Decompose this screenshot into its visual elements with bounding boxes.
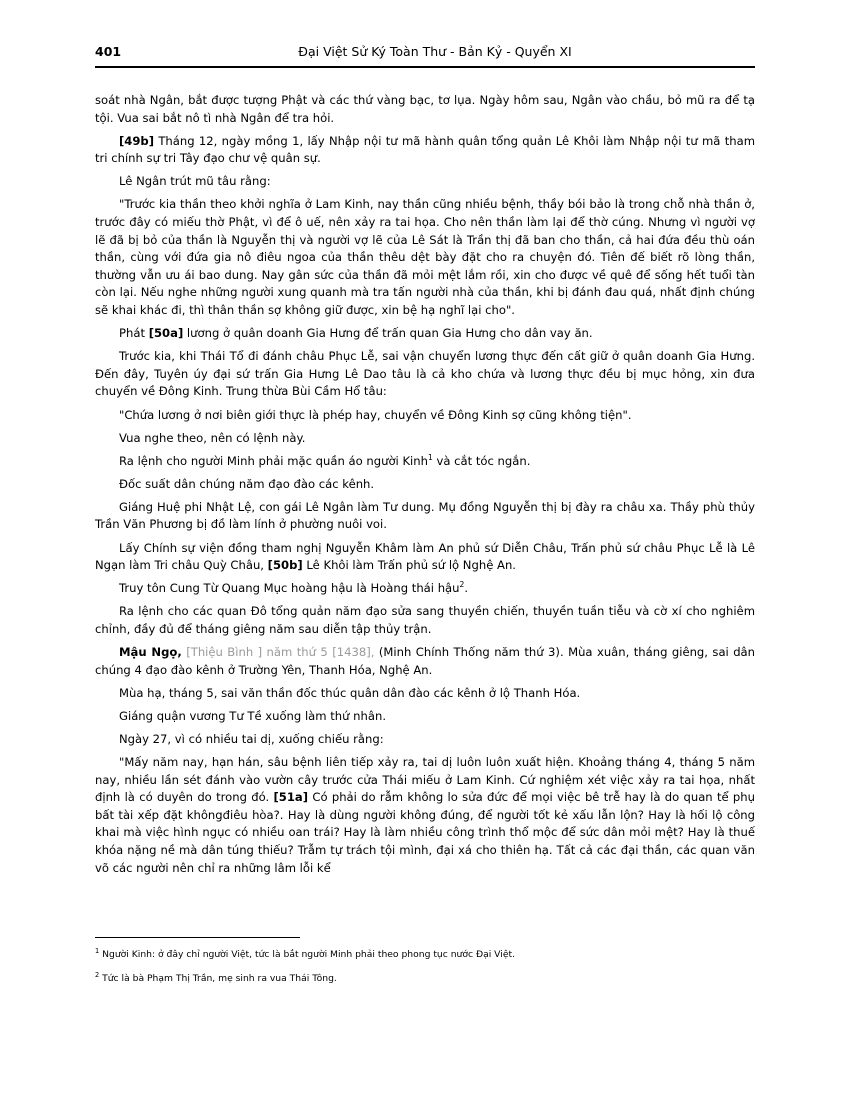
paragraph-13: Truy tôn Cung Từ Quang Mục hoàng hậu là Hoàng thái hậu$^2$.	[119, 580, 469, 596]
era-gloss: [Thiệu Bình ] năm thứ 5 [1438],	[181, 645, 375, 660]
paragraph-9: Ra lệnh cho người Minh phải mặc quần áo người Kinh$^1$ và cắt tóc ngắn.	[119, 452, 531, 468]
paragraph-14: Ra lệnh cho các quan Đô tổng quản năm đạo sửa sang thuyền chiến, thuyền tuần tiễu và cờ xí cho nghiêm chỉnh, đầy đủ để tháng giêng năm sau diễn tập thủy trận.	[95, 604, 755, 636]
footnote-divider	[95, 937, 300, 938]
footnote-ref-2: 2	[459, 580, 465, 590]
paragraph-11: Giáng Huệ phi Nhật Lệ, con gái Lê Ngân làm Tư dung. Mụ đồng Nguyễn thị bị đày ra châu xa. Thầy phù thủy Trần Văn Phương bị đồ làm lính ở phường nuôi voi.	[95, 499, 755, 532]
paragraph-17: Giáng quận vương Tư Tề xuống làm thứ nhân.	[119, 708, 387, 723]
paragraph-8: Vua nghe theo, nên có lệnh này.	[119, 430, 306, 445]
paragraph-5: Phát [50a] lương ở quân doanh Gia Hưng để trấn quan Gia Hưng cho dân vay ăn.	[119, 326, 593, 341]
footnote-number-1: 1	[95, 946, 100, 955]
paragraph-18: Ngày 27, vì có nhiều tai dị, xuống chiếu rằng:	[119, 731, 384, 746]
page-marker-50b: [50b]	[267, 558, 303, 573]
page-number: 401	[95, 44, 122, 59]
paragraph-7: "Chứa lương ở nơi biên giới thực là phép hay, chuyển về Đông Kinh sợ cũng không tiện".	[119, 407, 632, 422]
paragraph-4: "Trước kia thần theo khởi nghĩa ở Lam Kinh, nay thần cũng nhiều bệnh, thầy bói bảo là trong chỗ nhà thần ở, trước đây có miếu thờ Phật, vì để ô uế, nên xảy ra tai họa. Cho nên thần làm lại để thờ cúng. Nhưng vì người vợ lẽ đã bị bỏ của thần là Nguyễn thị và người vợ lẽ của Lê Sát là Trần thị đã ban cho thần, cả hai đứa đều thù oán thần, cùng với đứa gia nô điêu ngoa của thần thêu dệt bày đặt cho ra chuyện đó. Tiên đế biết rõ lòng thần, thường vẫn ưu ái bao dung. Nay gân sức của thần đã mỏi mệt lắm rồi, xin cho được về quê để sống hết tuổi tàn còn lại. Nếu nghe những người xung quanh mà tra tấn người nhà của thần, khi bị đánh đau quá, nhất định chúng sẽ khai khác đi, thì thân thần sợ không giữ được, xin bệ hạ nghĩ lại cho".	[95, 197, 755, 318]
page-marker-49b: [49b]	[119, 133, 155, 148]
paragraph-12: Lấy Chính sự viện đồng tham nghị Nguyễn Khâm làm An phủ sứ Diễn Châu, Trấn phủ sứ châu Phục Lễ là Lê Ngạn làm Tri châu Quỳ Châu, [50b] Lê Khôi làm Trấn phủ sứ lộ Nghệ An.	[95, 540, 755, 573]
footnotes	[95, 948, 755, 996]
paragraph-10: Đốc suất dân chúng năm đạo đào các kênh.	[119, 476, 375, 491]
page-marker-51a: [51a]	[273, 790, 309, 805]
footnote-1: $^1$ Người Kinh: ở đây chỉ người Việt, tức là bắt người Minh phải theo phong tục nước Đại Việt.	[95, 946, 515, 960]
paragraph-2: [49b] Tháng 12, ngày mồng 1, lấy Nhập nội tư mã hành quân tổng quản Lê Khôi làm Nhập nội tư mã tham tri chính sự tri Tây đạo chư vệ quân sự.	[95, 133, 755, 166]
paragraph-16: Mùa hạ, tháng 5, sai văn thần đốc thúc quân dân đào các kênh ở lộ Thanh Hóa.	[119, 685, 581, 700]
paragraph-1: soát nhà Ngân, bắt được tượng Phật và các thứ vàng bạc, tơ lụa. Ngày hôm sau, Ngân vào chầu, bỏ mũ ra để tạ tội. Vua sai bắt nô tì nhà Ngân để tra hỏi.	[95, 93, 755, 125]
body-text	[95, 92, 755, 883]
header-divider	[95, 66, 755, 68]
running-title: Đại Việt Sử Ký Toàn Thư - Bản Kỷ - Quyển XI	[298, 44, 572, 59]
page-marker-50a: [50a]	[148, 326, 184, 341]
footnote-2: $^2$ Tức là bà Phạm Thị Trần, mẹ sinh ra vua Thái Tông.	[95, 970, 337, 984]
footnote-ref-1: 1	[427, 452, 433, 462]
page-header	[95, 44, 755, 59]
paragraph-15: Mậu Ngọ, [Thiệu Bình ] năm thứ 5 [1438], (Minh Chính Thống năm thứ 3). Mùa xuân, tháng giêng, sai dân chúng 4 đạo đào kênh ở Trường Yên, Thanh Hóa, Nghệ An.	[95, 645, 756, 677]
paragraph-6: Trước kia, khi Thái Tổ đi đánh châu Phục Lễ, sai vận chuyển lương thực đến cất giữ ở quân doanh Gia Hưng. Đến đây, Tuyên úy đại sứ trấn Gia Hưng Lê Dao tâu là cả kho chứa và lương thực đều bị mục hỏng, xin đưa chuyển về Đông Kinh. Trung thừa Bùi Cầm Hổ tâu:	[95, 349, 755, 399]
paragraph-3: Lê Ngân trút mũ tâu rằng:	[119, 174, 271, 189]
era-name: Mậu Ngọ,	[119, 645, 182, 660]
paragraph-19: "Mấy năm nay, hạn hán, sâu bệnh liên tiếp xảy ra, tai dị luôn luôn xuất hiện. Khoảng tháng 4, tháng 5 năm nay, nhiều lần sét đánh vào vườn cây trước cửa Thái miếu ở Lam Kinh. Cứ nghiệm xét việc xảy ra tai họa, nhất định là có duyên do trong đó. [51a] Có phải do rẫm không lo sửa đức để mọi việc bê trễ hay là do quan tể phụ bất tài xếp đặt khôngđiêu hòa?. Hay là dùng người không đúng, để người tốt kẻ xấu lẫn lộn? Hay là hối lộ công khai mà việc hình ngục có nhiều oan trái? Hay là làm nhiều công trình thổ mộc để sức dân mỏi mệt? Hay là thuế khóa nặng nề mà dân túng thiếu? Trẫm tự trách tội mình, đại xá cho thiên hạ. Tất cả các đại thần, các quan văn võ các người nên chỉ ra những lâm lỗi kể	[95, 755, 755, 875]
footnote-number-2: 2	[95, 970, 100, 979]
